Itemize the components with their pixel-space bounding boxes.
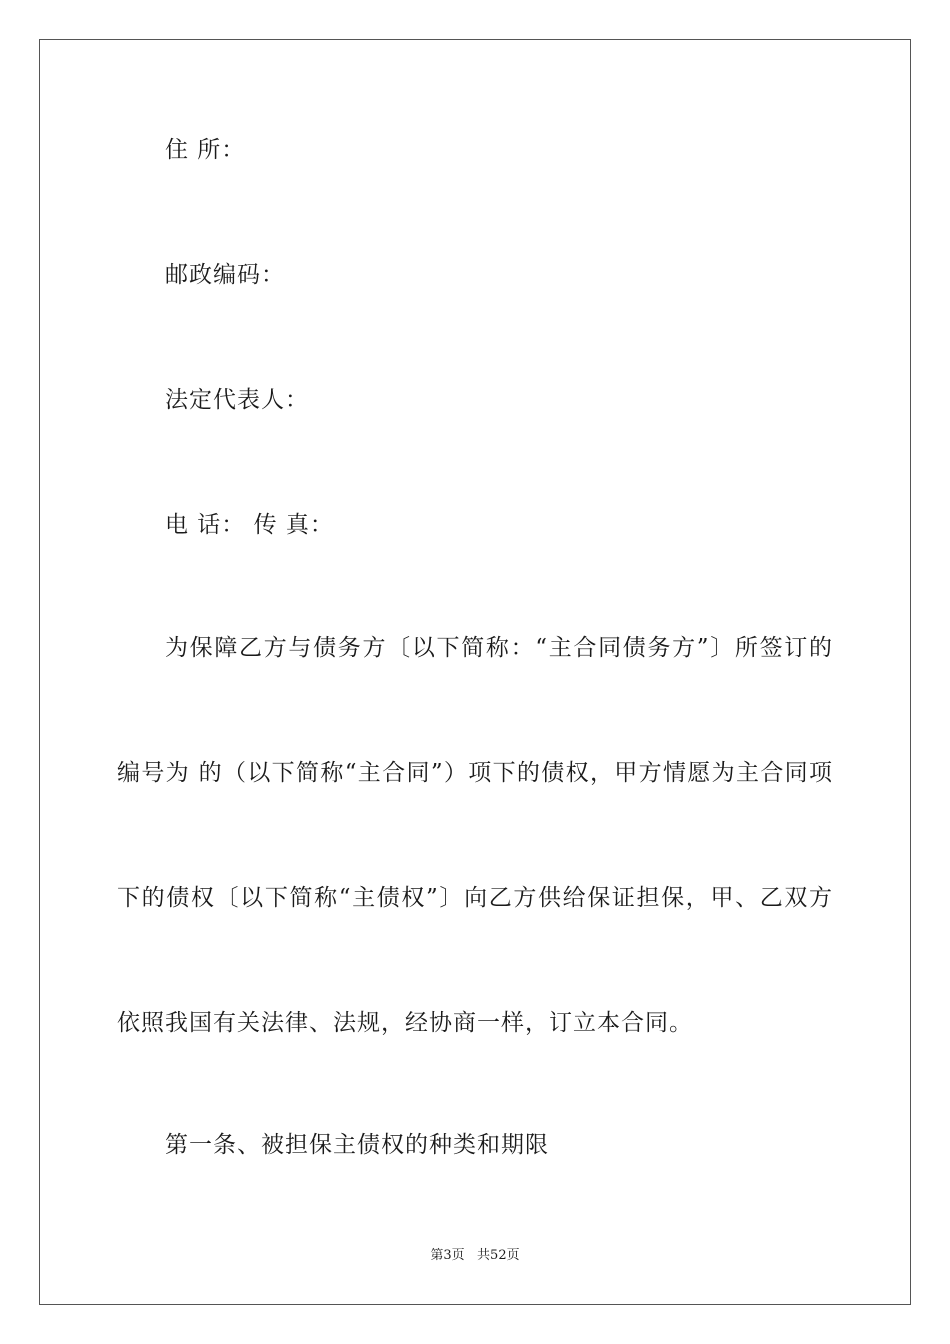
address-label: 住 所：	[165, 137, 246, 163]
article-one-heading: 第一条、被担保主债权的种类和期限	[165, 1132, 549, 1158]
postal-code-label: 邮政编码：	[165, 262, 285, 288]
phone-fax-label: 电 话： 传 真：	[165, 512, 334, 538]
legal-representative-label: 法定代表人：	[165, 387, 309, 413]
preamble-line-1: 为保障乙方与债务方〔以下简称：“主合同债务方”〕所签订的	[165, 635, 833, 661]
preamble-line-3: 下的债权〔以下简称“主债权”〕向乙方供给保证担保，甲、乙双方	[117, 885, 833, 911]
preamble-line-4: 依照我国有关法律、法规，经协商一样，订立本合同。	[117, 1010, 693, 1036]
page-number-footer: 第3页 共52页	[430, 1248, 520, 1263]
preamble-line-2: 编号为 的（以下简称“主合同”）项下的债权，甲方情愿为主合同项	[117, 760, 833, 786]
page-border	[39, 39, 911, 1305]
